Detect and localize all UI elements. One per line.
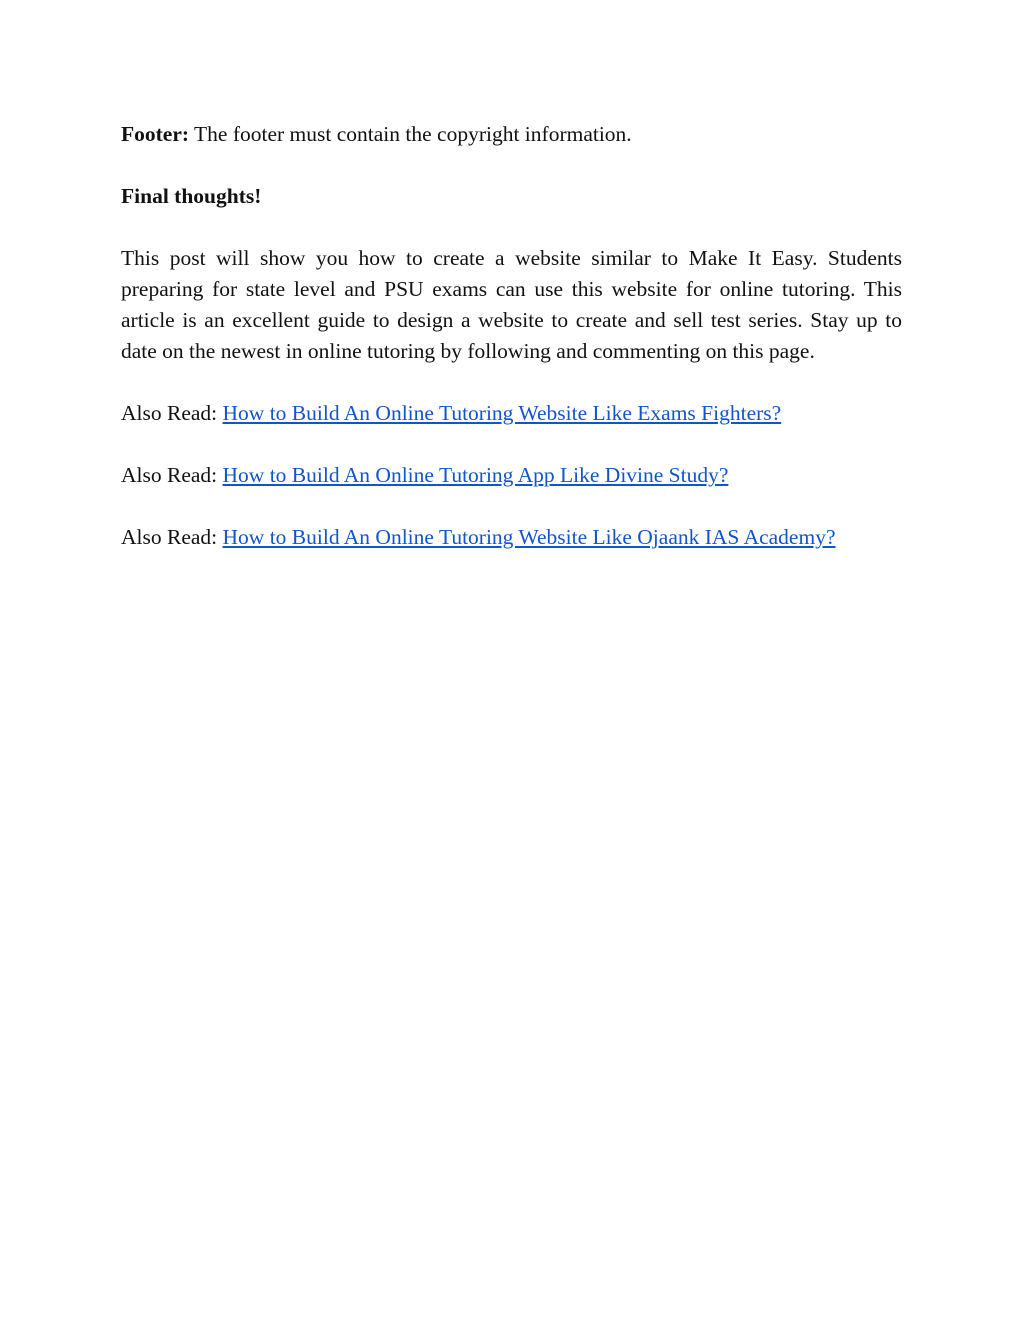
also-read-link-divine-study[interactable]: How to Build An Online Tutoring App Like Divine Study? [222, 463, 729, 487]
also-read-item [121, 460, 902, 491]
also-read-link-exams-fighters[interactable]: How to Build An Online Tutoring Website Like Exams Fighters? [222, 401, 782, 425]
also-read-item [121, 522, 902, 553]
footer-label: Footer: [121, 122, 190, 146]
final-thoughts-body: This post will show you how to create a website similar to Make It Easy. Students preparing for state level and PSU exams can use this website for online tutoring. This article is an excellent guide to design a website to create and sell test series. Stay up to date on the newest in online tutoring by following and commenting on this page. [121, 246, 902, 363]
footer-text: The footer must contain the copyright information. [189, 122, 632, 146]
also-read-item [121, 398, 902, 429]
document-page [121, 119, 902, 584]
also-read-link-ojaank-ias[interactable]: How to Build An Online Tutoring Website Like Ojaank IAS Academy? [222, 525, 836, 549]
also-read-prefix: Also Read: [121, 525, 223, 549]
final-thoughts-heading: Final thoughts! [121, 184, 262, 208]
also-read-prefix: Also Read: [121, 463, 223, 487]
footer-paragraph [121, 119, 902, 150]
also-read-prefix: Also Read: [121, 401, 223, 425]
